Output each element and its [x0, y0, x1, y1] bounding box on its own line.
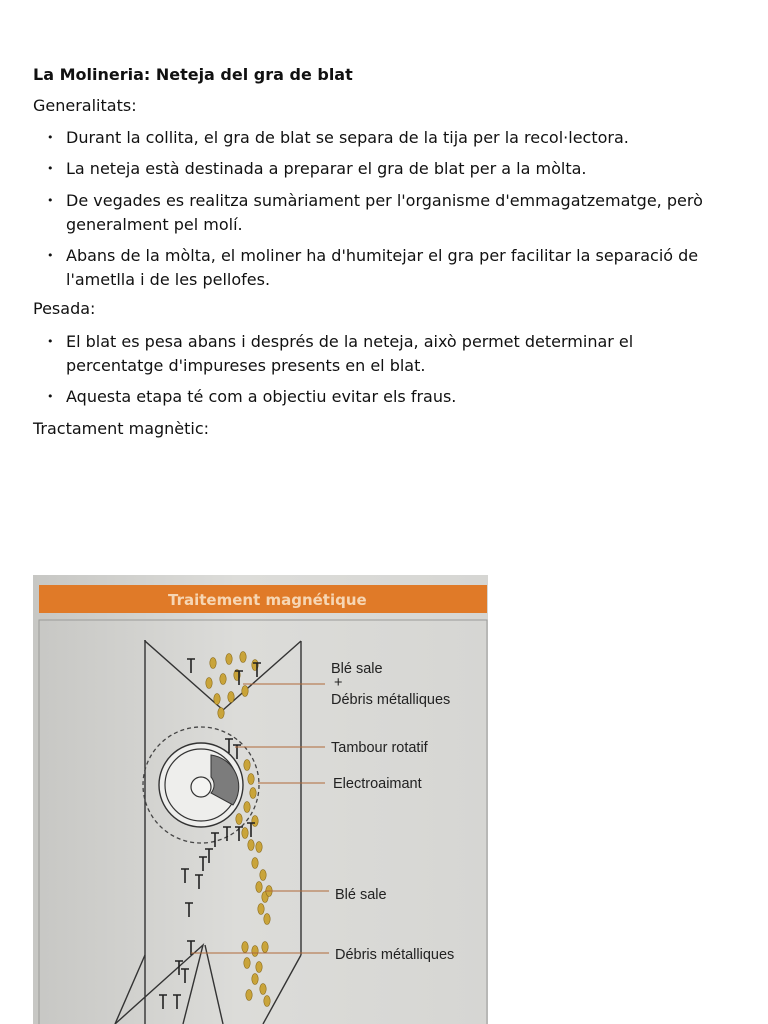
label-tambour-rotatif: Tambour rotatif — [331, 740, 428, 756]
grain-mark — [252, 974, 258, 985]
grain-mark — [256, 882, 262, 893]
grain-mark — [256, 842, 262, 853]
grain-mark — [214, 694, 220, 705]
grain-mark — [244, 760, 250, 771]
grain-mark — [226, 654, 232, 665]
section-heading-generalitats: Generalitats: — [33, 96, 137, 115]
grain-mark — [264, 914, 270, 925]
grain-mark — [252, 816, 258, 827]
label-electroaimant: Electroaimant — [333, 776, 422, 792]
label-ble-sale-top: Blé sale — [331, 661, 383, 677]
grain-mark — [242, 942, 248, 953]
list-item: • De vegades es realitza sumàriament per l'organisme d'emmagatzematge, però generalment pel molí. — [33, 189, 728, 237]
grain-mark — [210, 658, 216, 669]
grain-mark — [218, 708, 224, 719]
bullet-list-generalitats — [33, 126, 728, 292]
grain-mark — [250, 788, 256, 799]
grain-mark — [244, 802, 250, 813]
grain-mark — [260, 984, 266, 995]
grain-mark — [220, 674, 226, 685]
grain-mark — [258, 904, 264, 915]
banner-title: Traitement magnétique — [168, 591, 367, 609]
grain-mark — [248, 840, 254, 851]
grain-mark — [248, 774, 254, 785]
grain-mark — [206, 678, 212, 689]
section-heading-tractament: Tractament magnètic: — [33, 419, 210, 438]
page-title: La Molineria: Neteja del gra de blat — [33, 65, 353, 84]
bullet-list-pesada — [33, 330, 728, 409]
label-ble-sale: Blé sale — [335, 887, 387, 903]
section-heading-pesada: Pesada: — [33, 299, 96, 318]
grain-mark — [256, 962, 262, 973]
drum-axle — [191, 777, 211, 797]
magnetic-treatment-diagram-photo — [33, 575, 488, 1024]
grain-mark — [244, 958, 250, 969]
list-item: • La neteja està destinada a preparar el gra de blat per a la mòlta. — [33, 157, 728, 181]
grain-mark — [242, 828, 248, 839]
list-item: • El blat es pesa abans i després de la neteja, això permet determinar el percentatge d'impureses presents en el blat. — [33, 330, 728, 378]
grain-mark — [228, 692, 234, 703]
grain-mark — [240, 652, 246, 663]
label-debris-metalliques: Débris métalliques — [335, 947, 455, 963]
grain-mark — [246, 990, 252, 1001]
grain-mark — [260, 870, 266, 881]
grain-mark — [262, 942, 268, 953]
label-debris-top: Débris métalliques — [331, 692, 451, 708]
label-plus: + — [334, 675, 343, 691]
grain-mark — [264, 996, 270, 1007]
grain-mark — [242, 686, 248, 697]
list-item: • Aquesta etapa té com a objectiu evitar els fraus. — [33, 385, 728, 409]
list-item: • Durant la collita, el gra de blat se separa de la tija per la recol·lectora. — [33, 126, 728, 150]
grain-mark — [252, 858, 258, 869]
grain-mark — [236, 814, 242, 825]
list-item: • Abans de la mòlta, el moliner ha d'humitejar el gra per facilitar la separació de l'ametlla i de les pellofes. — [33, 244, 728, 292]
grain-mark — [252, 946, 258, 957]
